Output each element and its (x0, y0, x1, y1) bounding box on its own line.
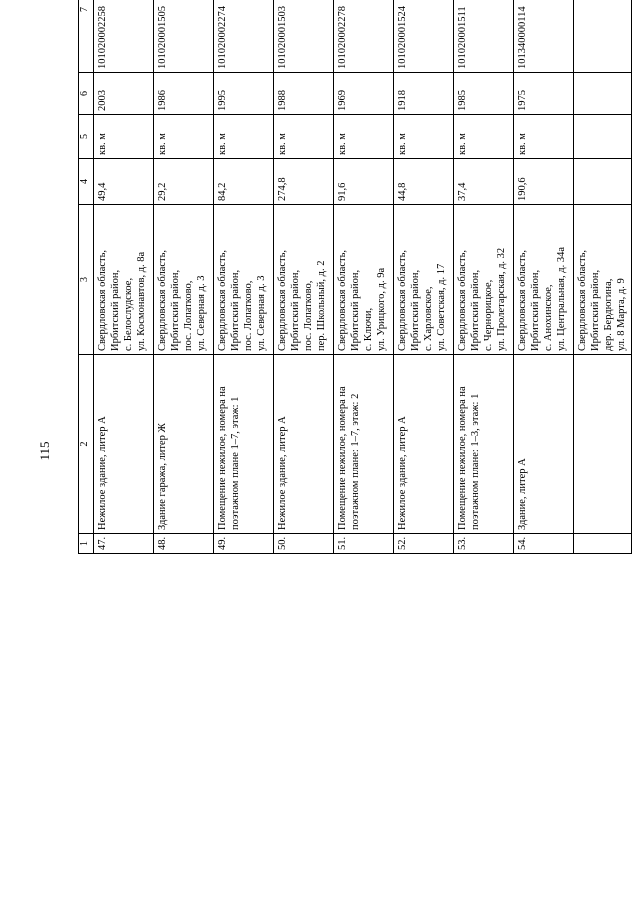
inventory-code: 101020002274 (214, 0, 274, 73)
property-address (574, 205, 632, 355)
row-number: 48. (154, 534, 214, 554)
address-line: ул. Советская, д. 17 (436, 263, 448, 351)
area-unit: кв. м (334, 115, 394, 159)
address-line: пос. Лопатково, (303, 280, 315, 351)
address-line: ул. Урицкого, д. 9а (376, 267, 388, 351)
property-name: Нежилое здание, литер А (94, 355, 154, 534)
property-area: 274,8 (274, 159, 334, 205)
inventory-code: 101340000114 (514, 0, 574, 73)
area-unit: кв. м (394, 115, 454, 159)
page-number: 115 (37, 441, 52, 461)
address-line: с. Чернорицкое, (483, 279, 495, 351)
address-line: пос. Лопатково, (183, 280, 195, 351)
area-unit: кв. м (454, 115, 514, 159)
table-row (454, 0, 514, 554)
address-line: Свердловская область, (397, 249, 408, 351)
address-line: с. Анохинское, (543, 284, 555, 351)
property-year: 1969 (334, 73, 394, 115)
property-address (454, 205, 514, 355)
inventory-code (574, 0, 632, 73)
inventory-code: 101020001505 (154, 0, 214, 73)
table-row (214, 0, 274, 554)
property-year: 1988 (274, 73, 334, 115)
property-name: Здание гаража, литер Ж (154, 355, 214, 534)
header-cell: 6 (79, 73, 94, 115)
address-line: ул. Северная д. 3 (196, 275, 208, 351)
address-line: Ирбитский район, (350, 269, 362, 351)
inventory-code: 101020002278 (334, 0, 394, 73)
property-name: Нежилое здание, литер А (394, 355, 454, 534)
address-line: Ирбитский район, (110, 269, 122, 351)
address-line: ул. Пролетарская, д. 32 (496, 247, 508, 351)
property-name: Помещение нежилое, номера на поэтажном плане: 1–7, этаж: 2 (334, 355, 394, 534)
property-area: 91,6 (334, 159, 394, 205)
address-line: Ирбитский район, (170, 269, 182, 351)
area-unit: кв. м (514, 115, 574, 159)
table-row (274, 0, 334, 554)
address-line: Ирбитский район, (290, 269, 302, 351)
property-name: Здание, литер А (514, 355, 574, 534)
address-line: с. Ключи, (363, 307, 375, 351)
address-line: ул. 8 Марта, д. 9 (616, 278, 628, 351)
row-number: 54. (514, 534, 574, 554)
address-line: Свердловская область, (337, 249, 348, 351)
inventory-code: 101020002258 (94, 0, 154, 73)
row-number: 53. (454, 534, 514, 554)
area-unit: кв. м (274, 115, 334, 159)
address-line: ул. Северная д. 3 (256, 275, 268, 351)
area-unit: кв. м (214, 115, 274, 159)
property-address (274, 205, 334, 355)
property-area: 49,4 (94, 159, 154, 205)
row-number (574, 534, 632, 554)
area-unit (574, 115, 632, 159)
address-line: Свердловская область, (97, 249, 108, 351)
property-area: 29,2 (154, 159, 214, 205)
property-table (78, 0, 632, 554)
property-name: Помещение нежилое, номера на поэтажном плане 1–7, этаж: 1 (214, 355, 274, 534)
property-year: 2003 (94, 73, 154, 115)
property-name: Помещение нежилое, номера на поэтажном плане: 1–3, этаж: 1 (454, 355, 514, 534)
property-area (574, 159, 632, 205)
table-container (78, 6, 628, 846)
property-name: Нежилое здание, литер А (274, 355, 334, 534)
property-area: 37,4 (454, 159, 514, 205)
property-address (334, 205, 394, 355)
property-address (94, 205, 154, 355)
address-line: с. Белослудское, (123, 277, 135, 351)
property-address (514, 205, 574, 355)
property-year: 1995 (214, 73, 274, 115)
property-area: 84,2 (214, 159, 274, 205)
header-cell: 5 (79, 115, 94, 159)
address-line: ул. Центральная, д. 34а (556, 246, 568, 351)
property-address (154, 205, 214, 355)
header-cell: 2 (79, 355, 94, 534)
header-cell: 4 (79, 159, 94, 205)
inventory-code: 101020001511 (454, 0, 514, 73)
address-line: Ирбитский район, (230, 269, 242, 351)
table-row (334, 0, 394, 554)
address-line: Свердловская область, (277, 249, 288, 351)
address-line: дер. Бердюгина, (603, 278, 615, 351)
property-year: 1986 (154, 73, 214, 115)
address-line: Свердловская область, (517, 249, 528, 351)
table-row (154, 0, 214, 554)
property-address (394, 205, 454, 355)
address-line: Свердловская область, (157, 249, 168, 351)
table-row (514, 0, 574, 554)
address-line: ул. Космонавтов, д. 8а (136, 251, 148, 351)
address-line: Ирбитский район, (590, 269, 602, 351)
address-line: пос. Лопатково, (243, 280, 255, 351)
property-year: 1975 (514, 73, 574, 115)
row-number: 47. (94, 534, 154, 554)
address-line: Свердловская область, (457, 249, 468, 351)
row-number: 51. (334, 534, 394, 554)
inventory-code: 101020001503 (274, 0, 334, 73)
address-line: Свердловская область, (217, 249, 228, 351)
header-cell: 7 (79, 0, 94, 73)
property-year: 1918 (394, 73, 454, 115)
header-row (79, 0, 94, 554)
area-unit: кв. м (154, 115, 214, 159)
address-line: Ирбитский район, (410, 269, 422, 351)
property-area: 190,6 (514, 159, 574, 205)
property-name (574, 355, 632, 534)
address-line: Ирбитский район, (530, 269, 542, 351)
property-area: 44,8 (394, 159, 454, 205)
row-number: 52. (394, 534, 454, 554)
property-address (214, 205, 274, 355)
property-year (574, 73, 632, 115)
address-line: Ирбитский район, (470, 269, 482, 351)
table-row (394, 0, 454, 554)
table-row (574, 0, 632, 554)
table-row (94, 0, 154, 554)
property-year: 1985 (454, 73, 514, 115)
address-line: Свердловская область, (577, 249, 588, 351)
header-cell: 1 (79, 534, 94, 554)
row-number: 49. (214, 534, 274, 554)
area-unit: кв. м (94, 115, 154, 159)
address-line: пер. Школьный, д. 2 (316, 260, 328, 351)
address-line: с. Харловское, (423, 286, 435, 351)
header-cell: 3 (79, 205, 94, 355)
inventory-code: 101020001524 (394, 0, 454, 73)
row-number: 50. (274, 534, 334, 554)
